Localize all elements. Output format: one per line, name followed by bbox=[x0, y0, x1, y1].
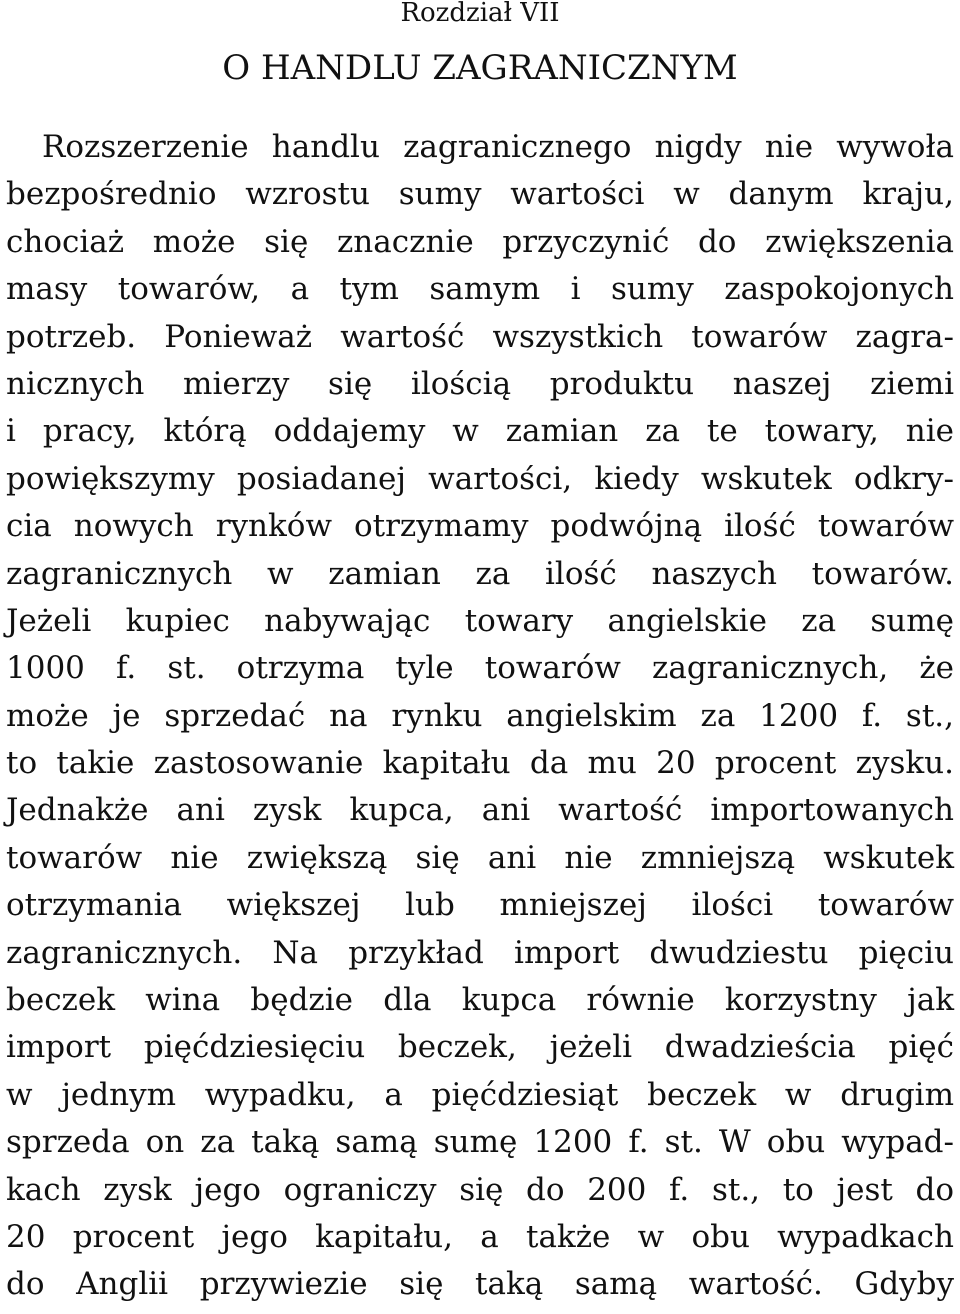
text-line: bezpośrednio wzrostu sumy wartości w danym kraju, bbox=[6, 176, 954, 213]
text-line: w jednym wypadku, a pięćdziesiąt beczek w drugim bbox=[6, 1076, 954, 1113]
text-line: import pięćdziesięciu beczek, jeżeli dwadzieścia pięć bbox=[6, 1029, 954, 1066]
text-line: potrzeb. Ponieważ wartość wszystkich towarów zagra- bbox=[6, 318, 954, 355]
text-line: chociaż może się znacznie przyczynić do zwiększenia bbox=[6, 223, 954, 260]
text-line: otrzymania większej lub mniejszej ilości towarów bbox=[6, 887, 954, 924]
text-line: i pracy, którą oddajemy w zamian za te towary, nie bbox=[6, 413, 954, 450]
text-line: nicznych mierzy się ilością produktu naszej ziemi bbox=[6, 365, 954, 402]
text-line: sprzeda on za taką samą sumę 1200 f. st. W obu wypad- bbox=[6, 1124, 954, 1161]
text-line: beczek wina będzie dla kupca równie korzystny jak bbox=[6, 982, 954, 1019]
text-line: towarów nie zwiększą się ani nie zmniejszą wskutek bbox=[6, 839, 954, 876]
text-line: zagranicznych. Na przykład import dwudziestu pięciu bbox=[6, 934, 954, 971]
chapter-label: Rozdział VII bbox=[400, 0, 560, 28]
text-line: może je sprzedać na rynku angielskim za 1200 f. st., bbox=[6, 697, 954, 734]
text-line: powiększymy posiadanej wartości, kiedy wskutek odkry- bbox=[6, 460, 954, 497]
body-paragraph bbox=[6, 124, 954, 1309]
text-line: cia nowych rynków otrzymamy podwójną ilość towarów bbox=[6, 508, 954, 545]
text-line: to takie zastosowanie kapitału da mu 20 procent zysku. bbox=[6, 745, 954, 782]
text-line: Rozszerzenie handlu zagranicznego nigdy nie wywoła bbox=[42, 129, 954, 165]
text-line: masy towarów, a tym samym i sumy zaspokojonych bbox=[6, 271, 954, 308]
text-line: Jednakże ani zysk kupca, ani wartość importowanych bbox=[6, 792, 954, 829]
text-line: zagranicznych w zamian za ilość naszych towarów. bbox=[6, 555, 954, 592]
text-line: Jeżeli kupiec nabywając towary angielskie za sumę bbox=[6, 602, 954, 639]
chapter-title: O HANDLU ZAGRANICZNYM bbox=[222, 48, 738, 88]
text-line: 1000 f. st. otrzyma tyle towarów zagranicznych, że bbox=[6, 650, 954, 687]
text-line: do Anglii przywiezie się taką samą wartość. Gdyby bbox=[6, 1266, 954, 1303]
text-line: kach zysk jego ograniczy się do 200 f. st., to jest do bbox=[6, 1171, 954, 1208]
text-line: 20 procent jego kapitału, a także w obu wypadkach bbox=[6, 1218, 954, 1255]
